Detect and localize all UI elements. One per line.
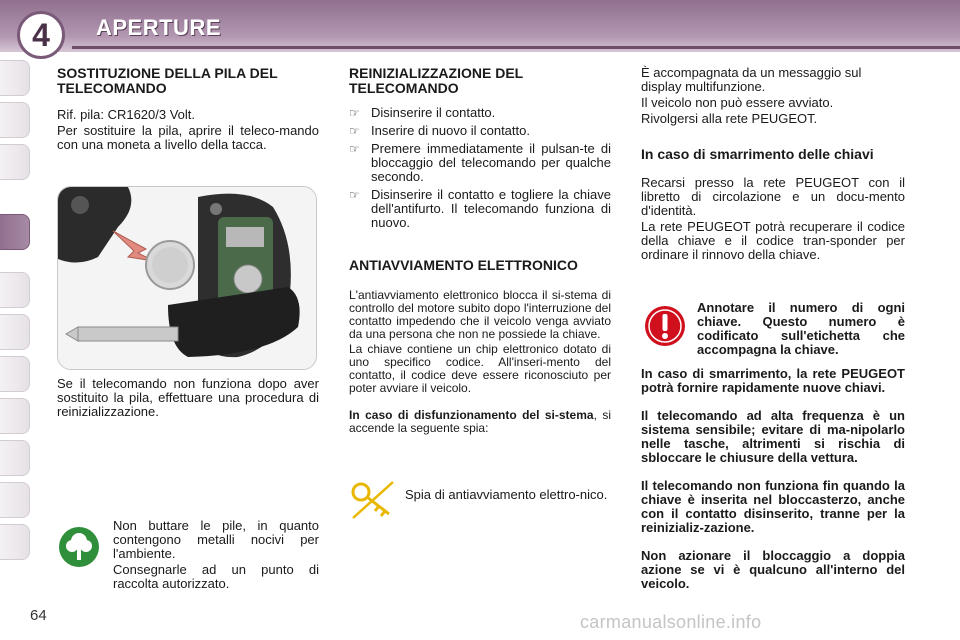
column3-bold-notes [641, 367, 905, 591]
bold-note-4: Non azionare il bloccaggio a doppia azione se vi è qualcuno all'interno del veicolo. [641, 548, 905, 591]
reinit-step-2: ☞ Inserire di nuovo il contatto. [349, 123, 530, 138]
chapter-tab-5[interactable] [0, 272, 30, 308]
chapter-number-badge: 4 [17, 11, 65, 59]
page-number: 64 [30, 607, 47, 624]
contact-dealer-text: Rivolgersi alla rete PEUGEOT. [641, 111, 818, 126]
section-heading-reinit: REINIZIALIZZAZIONE DEL TELECOMANDO [349, 65, 523, 96]
lamp-caption [405, 488, 611, 502]
immobiliser-p2: La chiave contiene un chip elettronico dotato di uno specifico codice. All'inseri-mento del contatto, il codice deve essere riconosciuto per poter avviare il veicolo. [349, 342, 611, 395]
battery-ref-text: Rif. pila: CR1620/3 Volt. [57, 107, 196, 122]
key-number-note-text: Annotare il numero di ogni chiave. Questo numero è codificato sull'etichetta che accompagna la chiave. [697, 300, 905, 357]
chapter-tab-3[interactable] [0, 144, 30, 180]
chapter-tab-9[interactable] [0, 440, 30, 476]
pointing-hand-icon: ☞ [349, 106, 360, 120]
section-heading-immobiliser: ANTIAVVIAMENTO ELETTRONICO [349, 257, 578, 273]
chapter-tab-2[interactable] [0, 102, 30, 138]
pointing-hand-icon: ☞ [349, 142, 360, 156]
env-note-p1: Non buttare le pile, in quanto contengono metalli nocivi per l'ambiente. [113, 518, 319, 561]
bold-note-1: In caso di smarrimento, la rete PEUGEOT potrà fornire rapidamente nuove chiavi. [641, 366, 905, 395]
battery-open-text: Per sostituire la pila, aprire il teleco-mando con una moneta a livello della tacca. [57, 123, 319, 152]
exclamation-icon [644, 305, 686, 347]
column-battery-replacement [57, 66, 319, 152]
reinit-step-3: ☞ Premere immediatamente il pulsan-te di bloccaggio del telecomando per qualche secondo. [349, 141, 611, 184]
header-rule [72, 46, 960, 49]
lamp-message-text: È accompagnata da un messaggio sul display multifunzione. [641, 65, 862, 94]
immobiliser-section [349, 258, 611, 435]
column1-lower [57, 377, 319, 419]
environment-note [113, 519, 319, 591]
chapter-tab-8[interactable] [0, 398, 30, 434]
chapter-tab-4-active[interactable] [0, 214, 30, 250]
column-reinitialisation [349, 66, 611, 234]
key-warning-lamp-icon [349, 478, 397, 522]
immobiliser-p3: In caso di disfunzionamento del si-stema, si accende la seguente spia: [349, 408, 611, 435]
lost-keys-p1: Recarsi presso la rete PEUGEOT con il libretto di circolazione e un docu-mento d'identità. [641, 175, 905, 218]
column-lost-keys [641, 66, 905, 262]
reinit-hint-text: Se il telecomando non funziona dopo aver sostituito la pila, effettuare una procedura di reinizializzazione. [57, 376, 319, 419]
chapter-tab-10[interactable] [0, 482, 30, 518]
reinit-step-1: ☞ Disinserire il contatto. [349, 105, 496, 120]
lost-keys-p2: La rete PEUGEOT potrà recuperare il codice della chiave e il codice tran-sponder per ordinare il rinnovo della chiave. [641, 219, 905, 262]
lamp-caption-text: Spia di antiavviamento elettro-nico. [405, 487, 608, 502]
remote-battery-drawing [58, 187, 317, 370]
immobiliser-p1: L'antiavviamento elettronico blocca il si-stema di controllo del motore subito dopo l'interruzione del contatto impedendo che il veicolo venga avviato da una persona che non ne possiede la chiave. [349, 288, 611, 341]
chapter-tab-11[interactable] [0, 524, 30, 560]
tree-icon [58, 526, 100, 568]
section-heading-lost-keys: In caso di smarrimento delle chiavi [641, 146, 874, 162]
env-note-p2: Consegnarle ad un punto di raccolta autorizzato. [113, 562, 319, 591]
pointing-hand-icon: ☞ [349, 124, 360, 138]
pointing-hand-icon: ☞ [349, 188, 360, 202]
reinit-steps-list [349, 106, 611, 230]
section-heading-battery: SOSTITUZIONE DELLA PILA DEL TELECOMANDO [57, 65, 278, 96]
page-title: APERTURE [96, 15, 222, 40]
chapter-tab-6[interactable] [0, 314, 30, 350]
reinit-step-4: ☞ Disinserire il contatto e togliere la chiave dell'antifurto. Il telecomando funziona di nuovo. [349, 187, 611, 230]
watermark: carmanualsonline.info [580, 612, 762, 632]
chapter-tab-7[interactable] [0, 356, 30, 392]
chapter-tab-strip [0, 60, 34, 580]
bold-note-3: Il telecomando non funziona fin quando la chiave è inserita nel bloccasterzo, anche con il contatto disinserito, tranne per la reinizializ-zazione. [641, 478, 905, 535]
remote-battery-illustration [57, 186, 317, 370]
chapter-tab-1[interactable] [0, 60, 30, 96]
key-number-note [697, 301, 905, 357]
vehicle-no-start-text: Il veicolo non può essere avviato. [641, 95, 834, 110]
bold-note-2: Il telecomando ad alta frequenza è un sistema sensibile; evitare di ma-nipolarlo nelle tasche, altrimenti si rischia di sbloccare le chiusure della vettura. [641, 408, 905, 465]
